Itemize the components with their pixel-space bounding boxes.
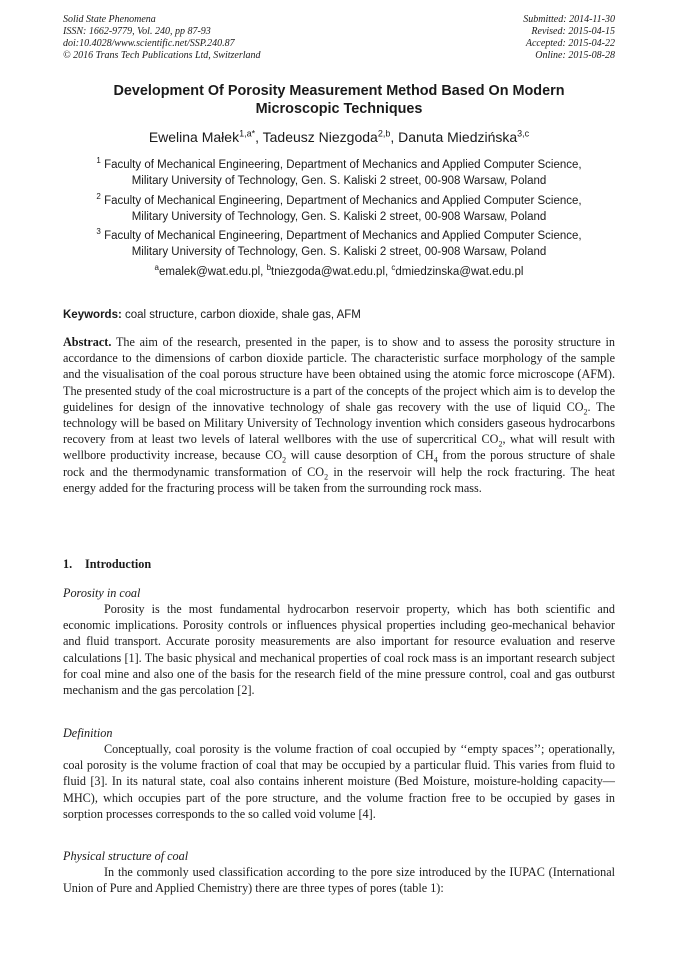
- abstract-text: in the reservoir will help the rock fracturing. The heat energy added for the fracturing process will be taken from the surrounding rock mass.: [63, 464, 615, 495]
- title-line-1: Development Of Porosity Measurement Method Based On Modern: [113, 83, 565, 99]
- affiliation-number: 1: [96, 156, 101, 166]
- revised-date: Revised: 2015-04-15: [531, 26, 615, 37]
- paragraph-definition: Conceptually, coal porosity is the volume fraction of coal occupied by ‘‘empty spaces’’; operationally, coal porosity is the volume fraction of coal that may be occupied by a particular fluid. This varies from fluid to fluid [3]. In its natural state, coal also contains inherent moisture (Bed Moisture, moisture-holding capacity—MHC), which occupies part of the pore structure, and the volume fraction free to be occupied by gases in sorption processes corresponds to the so called void volume [4].: [63, 742, 615, 821]
- email-b-sup: b: [266, 263, 272, 273]
- title-line-2: Microscopic Techniques: [255, 101, 423, 117]
- section-number: 1.: [63, 557, 73, 571]
- abstract-label: Abstract.: [63, 335, 112, 349]
- section-heading-introduction: [63, 556, 151, 572]
- affiliation-line: Military University of Technology, Gen. S. Kaliski 2 street, 00-908 Warsaw, Poland: [131, 211, 547, 223]
- abstract: [63, 334, 615, 496]
- author-1: Ewelina Małek: [148, 129, 240, 145]
- author-1-sup: 1,a*: [239, 128, 256, 139]
- subsection-title-physical-structure: Physical structure of coal: [63, 849, 189, 863]
- keywords-label: Keywords:: [63, 309, 122, 321]
- issn: ISSN: 1662-9779, Vol. 240, pp 87-93: [63, 26, 211, 37]
- affiliation-3: [58, 228, 620, 260]
- subsection-title-definition: Definition: [63, 726, 113, 740]
- affiliation-2: [58, 193, 620, 225]
- affiliation-1: [58, 157, 620, 189]
- abstract-text: . The technology will be based on Military University of Technology invention which considers gaseous hydrocarbons recovery from at least two levels of lateral wellbores with the use of supercritical CO: [63, 399, 615, 447]
- keywords-text: coal structure, carbon dioxide, shale gas, AFM: [125, 309, 361, 321]
- email-c[interactable]: dmiedzinska@wat.edu.pl: [395, 266, 524, 278]
- submitted-date: Submitted: 2014-11-30: [523, 14, 615, 25]
- email-c-sup: c: [391, 263, 396, 273]
- author-separator: ,: [390, 129, 399, 145]
- section-title: Introduction: [85, 557, 152, 571]
- affiliation-line: Military University of Technology, Gen. S. Kaliski 2 street, 00-908 Warsaw, Poland: [131, 246, 547, 258]
- author-emails: [40, 264, 638, 280]
- dates-info: [375, 14, 615, 62]
- keywords: [63, 307, 615, 323]
- subscript: 2: [324, 472, 329, 482]
- paper-title: [63, 82, 615, 118]
- email-a[interactable]: emalek@wat.edu.pl,: [159, 266, 264, 278]
- abstract-text: , what will result with wellbore productivity increase, because CO: [63, 432, 615, 463]
- affiliation-text: Faculty of Mechanical Engineering, Department of Mechanics and Applied Computer Science,: [104, 230, 582, 242]
- copyright: © 2016 Trans Tech Publications Ltd, Switzerland: [63, 50, 261, 61]
- subscript: 2: [282, 455, 287, 465]
- affiliation-line: [58, 193, 620, 209]
- publication-info: [63, 14, 363, 62]
- author-3: Danuta Miedzińska: [398, 129, 518, 145]
- subsection-title-porosity: Porosity in coal: [63, 586, 141, 600]
- accepted-date: Accepted: 2015-04-22: [525, 38, 615, 49]
- abstract-text: The aim of the research, presented in the paper, is to show and to assess the porosity structure in accordance to the dimensions of carbon dioxide particle. The characteristic surface morphology of the sample and the visualisation of the coal porous structure have been obtained using the atomic force microscope (AFM). The presented study of the coal microstructure is a part of the concepts of the project which aim is to develop the guidelines for design of the innovative technology of shale gas recovery with the use of liquid CO: [63, 335, 616, 414]
- author-list: [40, 128, 638, 146]
- affiliation-line: [58, 157, 620, 173]
- author-2: Tadeusz Niezgoda: [262, 129, 378, 145]
- subscript: 2: [498, 439, 503, 449]
- affiliation-line: Military University of Technology, Gen. S. Kaliski 2 street, 00-908 Warsaw, Poland: [131, 175, 547, 187]
- affiliation-text: Faculty of Mechanical Engineering, Department of Mechanics and Applied Computer Science,: [104, 159, 582, 171]
- online-date: Online: 2015-08-28: [535, 50, 615, 61]
- subscript: 2: [583, 407, 588, 417]
- affiliation-number: 2: [96, 192, 101, 202]
- abstract-text: from the porous structure of shale rock and the thermodynamic transformation of CO: [63, 448, 616, 479]
- affiliation-text: Faculty of Mechanical Engineering, Department of Mechanics and Applied Computer Science,: [104, 195, 582, 207]
- subscript: 4: [433, 455, 438, 465]
- affiliation-number: 3: [96, 227, 101, 237]
- abstract-text: will cause desorption of CH: [286, 448, 434, 463]
- affiliation-line: [58, 228, 620, 244]
- author-separator: ,: [255, 129, 263, 145]
- email-a-sup: a: [154, 263, 159, 273]
- author-2-sup: 2,b: [377, 128, 391, 139]
- journal-name: Solid State Phenomena: [63, 14, 156, 25]
- paragraph-porosity: Porosity is the most fundamental hydrocarbon reservoir property, which has both scientific and economic implications. Porosity controls or influences physical properties including geo-mechanical behavior and fluid transport. Accurate porosity measurements are also important for resource evaluation and reserve calculations [1]. The basic physical and mechanical properties of coal rock mass is an important research subject for coal mine and also one of the basis for the research field of the mine pressure control, coal and gas outburst mechanism and the gas percolation [2].: [63, 602, 615, 698]
- paragraph-physical-structure: In the commonly used classification according to the pore size introduced by the IUPAC (International Union of Pure and Applied Chemistry) there are three types of pores (table 1):: [63, 865, 615, 896]
- email-b[interactable]: tniezgoda@wat.edu.pl,: [271, 266, 389, 278]
- doi: doi:10.4028/www.scientific.net/SSP.240.87: [63, 38, 235, 49]
- author-3-sup: 3,c: [517, 128, 530, 139]
